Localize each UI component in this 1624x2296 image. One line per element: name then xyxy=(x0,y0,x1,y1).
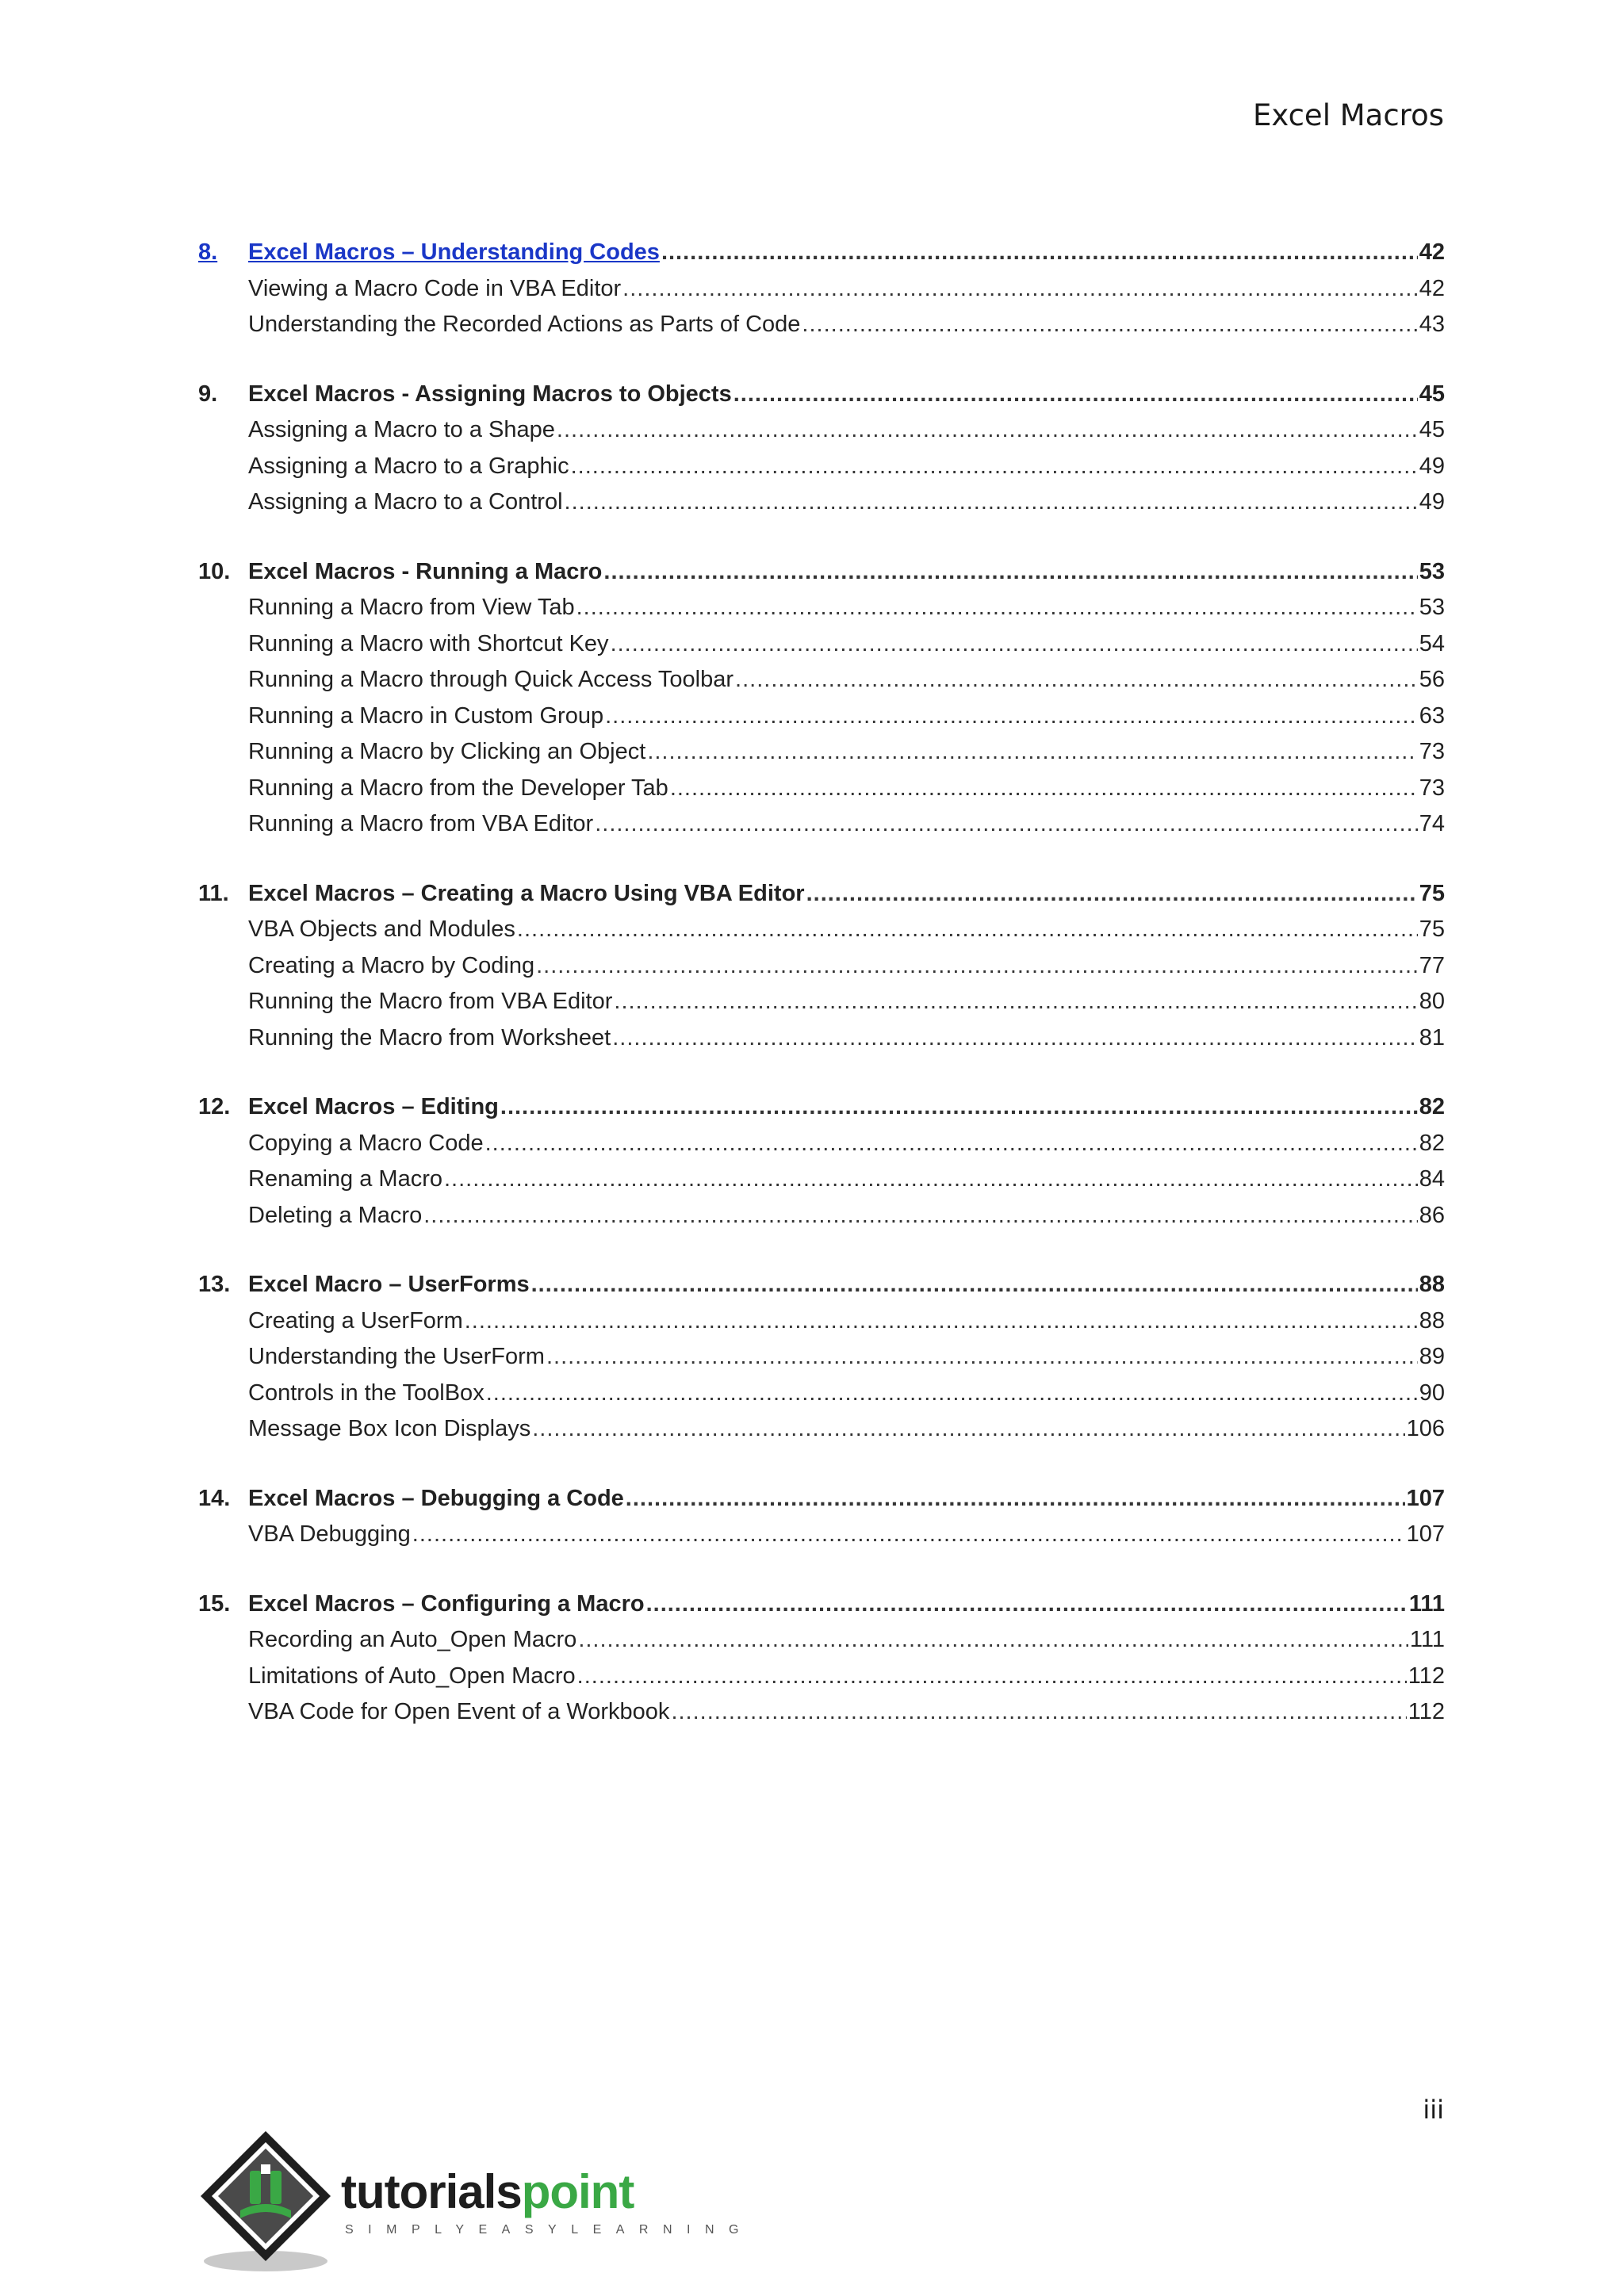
dot-leader xyxy=(626,1481,1405,1517)
subsection-page-number: 111 xyxy=(1409,1627,1445,1652)
chapter-page-number: 82 xyxy=(1419,1094,1445,1119)
subsection-page-number: 106 xyxy=(1406,1416,1445,1441)
toc-chapter-entry xyxy=(198,1481,1445,1517)
dot-leader xyxy=(646,1586,1408,1623)
subsection-title: Running a Macro through Quick Access Toolbar xyxy=(248,667,734,692)
subsection-title: Understanding the Recorded Actions as Parts of Code xyxy=(248,312,801,337)
dot-leader xyxy=(577,1659,1407,1695)
table-of-contents xyxy=(198,235,1445,1764)
chapter-title: Excel Macros – Debugging a Code xyxy=(248,1485,624,1511)
subsection-title: Creating a UserForm xyxy=(248,1307,463,1334)
subsection-title: Viewing a Macro Code in VBA Editor xyxy=(248,275,622,301)
toc-subsection-entry xyxy=(198,1303,1445,1340)
chapter-number: 13. xyxy=(198,1272,231,1297)
subsection-title: Deleting a Macro xyxy=(248,1202,423,1228)
dot-leader xyxy=(614,984,1417,1020)
subsection-page-number: 112 xyxy=(1408,1699,1445,1724)
logo-word-point: point xyxy=(521,2165,634,2218)
subsection-title: Renaming a Macro xyxy=(248,1166,442,1192)
toc-subsection-entry xyxy=(198,662,1445,698)
chapter-number: 12. xyxy=(198,1094,231,1119)
toc-section xyxy=(198,1586,1445,1731)
dot-leader xyxy=(733,377,1418,413)
dot-leader xyxy=(612,1020,1418,1057)
logo-wordmark xyxy=(341,2164,634,2219)
toc-subsection-entry xyxy=(198,1198,1445,1234)
toc-chapter-entry xyxy=(198,1267,1445,1303)
dot-leader xyxy=(603,554,1417,591)
subsection-title: Running a Macro by Clicking an Object xyxy=(248,739,646,764)
dot-leader xyxy=(465,1303,1418,1340)
subsection-title: Controls in the ToolBox xyxy=(248,1380,485,1406)
dot-leader xyxy=(500,1089,1418,1126)
dot-leader xyxy=(595,806,1418,843)
dot-leader xyxy=(647,734,1417,771)
toc-chapter-entry xyxy=(198,377,1445,413)
chapter-title: Excel Macros – Editing xyxy=(248,1094,499,1119)
chapter-number: 10. xyxy=(198,558,231,584)
dot-leader xyxy=(661,235,1418,271)
toc-subsection-entry xyxy=(198,771,1445,807)
toc-subsection-entry xyxy=(198,912,1445,948)
subsection-page-number: 56 xyxy=(1419,667,1445,692)
dot-leader xyxy=(546,1339,1418,1376)
dot-leader xyxy=(611,626,1418,663)
dot-leader xyxy=(557,412,1418,449)
toc-section xyxy=(198,1481,1445,1553)
subsection-title: Limitations of Auto_Open Macro xyxy=(248,1663,576,1689)
chapter-number: 11. xyxy=(198,880,229,906)
toc-subsection-entry xyxy=(198,1659,1445,1695)
chapter-number: 9. xyxy=(198,381,218,407)
chapter-title: Excel Macro – UserForms xyxy=(248,1272,530,1297)
subsection-page-number: 49 xyxy=(1419,453,1445,479)
subsection-page-number: 49 xyxy=(1419,489,1445,515)
chapter-title: Excel Macros – Configuring a Macro xyxy=(248,1590,645,1617)
dot-leader xyxy=(444,1161,1418,1198)
dot-leader xyxy=(486,1376,1418,1412)
subsection-page-number: 42 xyxy=(1419,275,1445,301)
tutorialspoint-logo xyxy=(194,2125,753,2275)
toc-subsection-entry xyxy=(198,449,1445,485)
dot-leader xyxy=(670,771,1418,807)
dot-leader xyxy=(571,449,1418,485)
subsection-page-number: 74 xyxy=(1419,811,1445,836)
subsection-title: Assigning a Macro to a Graphic xyxy=(248,453,569,479)
logo-word-tutorials: tutorials xyxy=(341,2165,522,2218)
dot-leader xyxy=(802,307,1417,343)
toc-chapter-entry xyxy=(198,876,1445,913)
toc-subsection-entry xyxy=(198,1622,1445,1659)
dot-leader xyxy=(671,1694,1406,1731)
dot-leader xyxy=(412,1517,1405,1553)
toc-subsection-entry xyxy=(198,1411,1445,1448)
chapter-number: 14. xyxy=(198,1485,231,1511)
toc-chapter-entry xyxy=(198,1089,1445,1126)
dot-leader xyxy=(735,662,1418,698)
dot-leader xyxy=(485,1126,1418,1162)
chapter-number: 15. xyxy=(198,1590,231,1617)
toc-chapter-entry xyxy=(198,1586,1445,1623)
dot-leader xyxy=(531,1267,1418,1303)
toc-section xyxy=(198,554,1445,843)
dot-leader xyxy=(565,484,1418,521)
toc-subsection-entry xyxy=(198,734,1445,771)
dot-leader xyxy=(806,876,1418,913)
subsection-page-number: 43 xyxy=(1419,312,1445,337)
subsection-title: Assigning a Macro to a Shape xyxy=(248,417,555,442)
chapter-number[interactable]: 8. xyxy=(198,239,218,265)
chapter-page-number: 75 xyxy=(1419,880,1445,906)
toc-subsection-entry xyxy=(198,948,1445,985)
toc-subsection-entry xyxy=(198,1020,1445,1057)
toc-section xyxy=(198,235,1445,343)
subsection-page-number: 53 xyxy=(1419,595,1445,620)
subsection-page-number: 77 xyxy=(1419,952,1445,978)
toc-subsection-entry xyxy=(198,1161,1445,1198)
dot-leader xyxy=(423,1198,1418,1234)
chapter-page-number: 42 xyxy=(1419,239,1445,265)
tutorialspoint-logo-icon xyxy=(194,2125,345,2275)
toc-subsection-entry xyxy=(198,484,1445,521)
chapter-title[interactable]: Excel Macros – Understanding Codes xyxy=(248,239,660,265)
subsection-page-number: 54 xyxy=(1419,630,1445,656)
subsection-title: Creating a Macro by Coding xyxy=(248,952,535,978)
subsection-title: Running a Macro from VBA Editor xyxy=(248,811,594,836)
chapter-title: Excel Macros – Creating a Macro Using VBA Editor xyxy=(248,880,805,906)
page-number: iii xyxy=(1423,2095,1444,2125)
subsection-page-number: 89 xyxy=(1419,1344,1445,1369)
subsection-title: Assigning a Macro to a Control xyxy=(248,489,563,515)
running-header-title: Excel Macros xyxy=(1252,98,1444,132)
subsection-title: Running the Macro from Worksheet xyxy=(248,1024,611,1050)
dot-leader xyxy=(576,590,1418,626)
dot-leader xyxy=(605,698,1418,735)
subsection-title: Understanding the UserForm xyxy=(248,1344,545,1369)
dot-leader xyxy=(536,948,1418,985)
toc-subsection-entry xyxy=(198,1339,1445,1376)
chapter-page-number: 53 xyxy=(1419,558,1445,584)
toc-chapter-entry xyxy=(198,554,1445,591)
toc-subsection-entry xyxy=(198,984,1445,1020)
chapter-page-number: 111 xyxy=(1408,1590,1445,1617)
subsection-page-number: 84 xyxy=(1419,1166,1445,1192)
toc-subsection-entry xyxy=(198,1376,1445,1412)
toc-section xyxy=(198,1267,1445,1448)
toc-subsection-entry xyxy=(198,806,1445,843)
subsection-title: Running a Macro with Shortcut Key xyxy=(248,630,609,656)
subsection-page-number: 75 xyxy=(1419,916,1445,942)
toc-subsection-entry xyxy=(198,271,1445,308)
subsection-page-number: 63 xyxy=(1419,702,1445,729)
subsection-title: VBA Objects and Modules xyxy=(248,916,515,942)
toc-subsection-entry xyxy=(198,626,1445,663)
toc-subsection-entry xyxy=(198,590,1445,626)
dot-leader xyxy=(517,912,1418,948)
toc-subsection-entry xyxy=(198,1517,1445,1553)
subsection-page-number: 73 xyxy=(1419,775,1445,801)
subsection-page-number: 73 xyxy=(1419,739,1445,764)
subsection-title: Running the Macro from VBA Editor xyxy=(248,989,613,1014)
subsection-title: VBA Code for Open Event of a Workbook xyxy=(248,1699,670,1724)
subsection-page-number: 107 xyxy=(1406,1521,1445,1547)
toc-section xyxy=(198,876,1445,1057)
toc-subsection-entry xyxy=(198,1694,1445,1731)
subsection-page-number: 112 xyxy=(1408,1663,1445,1689)
subsection-title: Message Box Icon Displays xyxy=(248,1416,531,1441)
subsection-page-number: 81 xyxy=(1419,1024,1445,1050)
dot-leader xyxy=(578,1622,1408,1659)
toc-subsection-entry xyxy=(198,1126,1445,1162)
dot-leader xyxy=(622,271,1418,308)
subsection-page-number: 82 xyxy=(1419,1130,1445,1156)
chapter-page-number: 88 xyxy=(1419,1272,1445,1297)
chapter-page-number: 107 xyxy=(1406,1485,1445,1511)
subsection-page-number: 45 xyxy=(1419,417,1445,442)
chapter-title: Excel Macros - Assigning Macros to Objects xyxy=(248,381,732,407)
subsection-title: Running a Macro in Custom Group xyxy=(248,702,604,729)
subsection-page-number: 86 xyxy=(1419,1202,1445,1228)
subsection-title: Running a Macro from the Developer Tab xyxy=(248,775,668,801)
toc-subsection-entry xyxy=(198,698,1445,735)
subsection-page-number: 90 xyxy=(1419,1380,1445,1406)
chapter-page-number: 45 xyxy=(1419,381,1445,407)
toc-section xyxy=(198,1089,1445,1234)
toc-section xyxy=(198,377,1445,521)
subsection-title: Recording an Auto_Open Macro xyxy=(248,1627,577,1652)
toc-subsection-entry xyxy=(198,307,1445,343)
subsection-title: Copying a Macro Code xyxy=(248,1130,484,1156)
chapter-title: Excel Macros - Running a Macro xyxy=(248,558,603,584)
logo-tagline: SIMPLYEASYLEARNING xyxy=(345,2223,753,2237)
subsection-title: VBA Debugging xyxy=(248,1521,411,1547)
toc-chapter-entry[interactable] xyxy=(198,235,1445,271)
subsection-title: Running a Macro from View Tab xyxy=(248,595,575,620)
dot-leader xyxy=(532,1411,1404,1448)
subsection-page-number: 80 xyxy=(1419,989,1445,1014)
toc-subsection-entry xyxy=(198,412,1445,449)
subsection-page-number: 88 xyxy=(1419,1307,1445,1334)
